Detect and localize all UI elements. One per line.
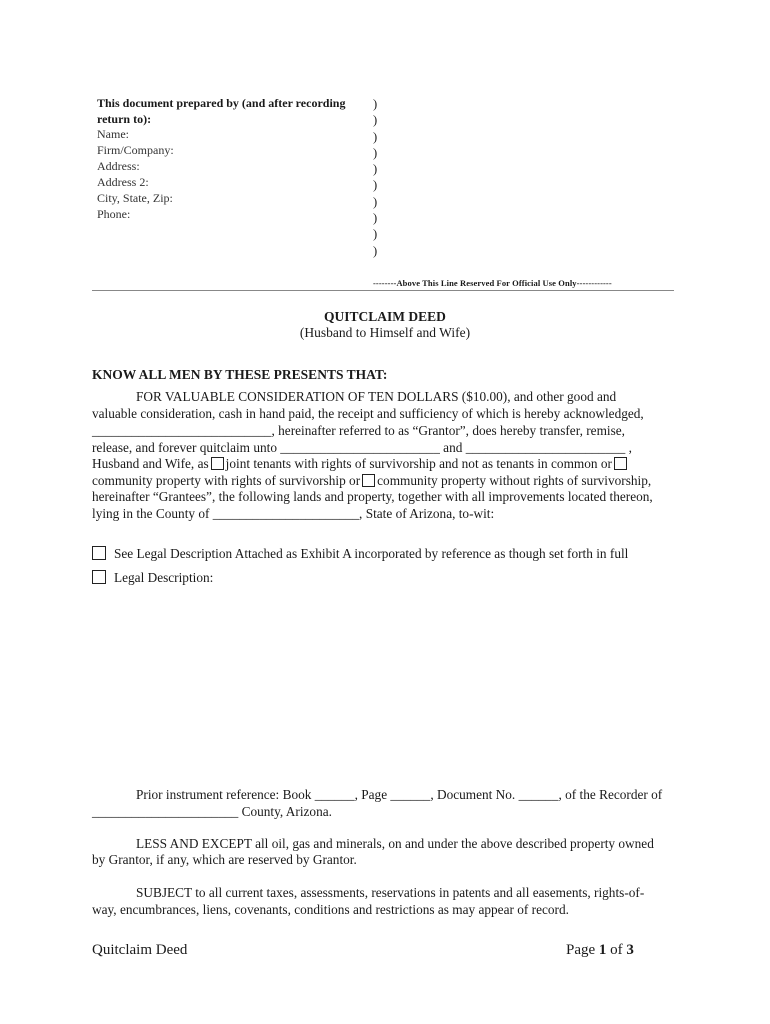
page-subtitle: (Husband to Himself and Wife) [299, 325, 471, 340]
joint-tenants-text: joint tenants with rights of survivorship and not as tenants in common or [225, 456, 612, 471]
city-state-zip-field-label: City, State, Zip: [97, 191, 173, 205]
subject-line1: SUBJECT to all current taxes, assessments, reservations in patents and all easements, rights-of- [136, 885, 645, 900]
legal-description-label: Legal Description: [114, 570, 214, 585]
paren: ) [373, 97, 378, 111]
reserved-line: --------Above This Line Reserved For Official Use Only------------ [373, 278, 612, 288]
husband-and-wife-text: Husband and Wife, as [92, 456, 209, 471]
address2-field-label: Address 2: [97, 175, 149, 189]
para1-line3: ___________________________, hereinafter referred to as “Grantor”, does hereby transfer, remise, [92, 423, 626, 438]
paren: ) [373, 162, 378, 177]
paren: ) [373, 243, 378, 258]
paren: ) [373, 194, 378, 209]
subject-line2: way, encumbrances, liens, covenants, conditions and restrictions as may appear of record. [92, 902, 569, 917]
community-property-no-survivorship-checkbox[interactable] [362, 474, 375, 487]
firm-field-label: Firm/Company: [97, 143, 174, 157]
joint-tenants-checkbox[interactable] [211, 457, 224, 470]
page-prefix: Page [566, 942, 599, 958]
less-except-line1: LESS AND EXCEPT all oil, gas and minerals, on and under the above described property owned [136, 836, 654, 851]
footer-page-number [566, 942, 634, 959]
name-field-label: Name: [97, 127, 129, 141]
community-property-survivorship-checkbox[interactable] [614, 457, 627, 470]
page-current: 1 [598, 942, 607, 958]
paren: ) [373, 211, 378, 226]
footer-document-name: Quitclaim Deed [92, 942, 188, 958]
phone-field-label: Phone: [97, 207, 131, 221]
preparer-heading-line2: return to): [97, 112, 152, 126]
address-field-label: Address: [97, 159, 140, 173]
paren: ) [373, 227, 378, 242]
paren: ) [373, 129, 378, 144]
para1-line8: lying in the County of ______________________, State of Arizona, to-wit: [92, 506, 495, 521]
para1-line1: FOR VALUABLE CONSIDERATION OF TEN DOLLARS ($10.00), and other good and [136, 389, 617, 404]
page-mid: of [606, 942, 627, 958]
para1-line5 [92, 456, 629, 473]
para1-line2: valuable consideration, cash in hand paid, the receipt and sufficiency of which is hereby acknowledged, [92, 406, 644, 421]
community-property-no-survivorship-text: community property without rights of survivorship, [377, 473, 652, 488]
parenthesis-column [373, 96, 377, 259]
divider [92, 290, 674, 291]
paren: ) [373, 113, 378, 128]
less-except-line2: by Grantor, if any, which are reserved by Grantor. [92, 852, 357, 867]
prior-instrument-line1: Prior instrument reference: Book ______, Page ______, Document No. ______, of the Recorder of [136, 787, 663, 802]
community-property-survivorship-text: community property with rights of survivorship or [92, 473, 361, 488]
page-total: 3 [626, 942, 634, 958]
prior-instrument-line2: ______________________ County, Arizona. [92, 804, 332, 819]
legal-description-checkbox[interactable] [92, 570, 106, 584]
know-all-heading: KNOW ALL MEN BY THESE PRESENTS THAT: [92, 367, 388, 382]
exhibit-a-checkbox[interactable] [92, 546, 106, 560]
page-title: QUITCLAIM DEED [324, 309, 446, 324]
para1-line6 [92, 473, 651, 490]
exhibit-a-label: See Legal Description Attached as Exhibit A incorporated by reference as though set forth in full [114, 546, 629, 561]
preparer-heading [97, 95, 345, 127]
paren: ) [373, 145, 378, 160]
preparer-fields [97, 126, 174, 222]
para1-line4: release, and forever quitclaim unto ________________________ and ________________________ , [92, 440, 632, 455]
para1-line7: hereinafter “Grantees”, the following lands and property, together with all improvements located thereon, [92, 489, 653, 504]
preparer-heading-line1: This document prepared by (and after recording [97, 96, 346, 110]
paren: ) [373, 178, 378, 193]
